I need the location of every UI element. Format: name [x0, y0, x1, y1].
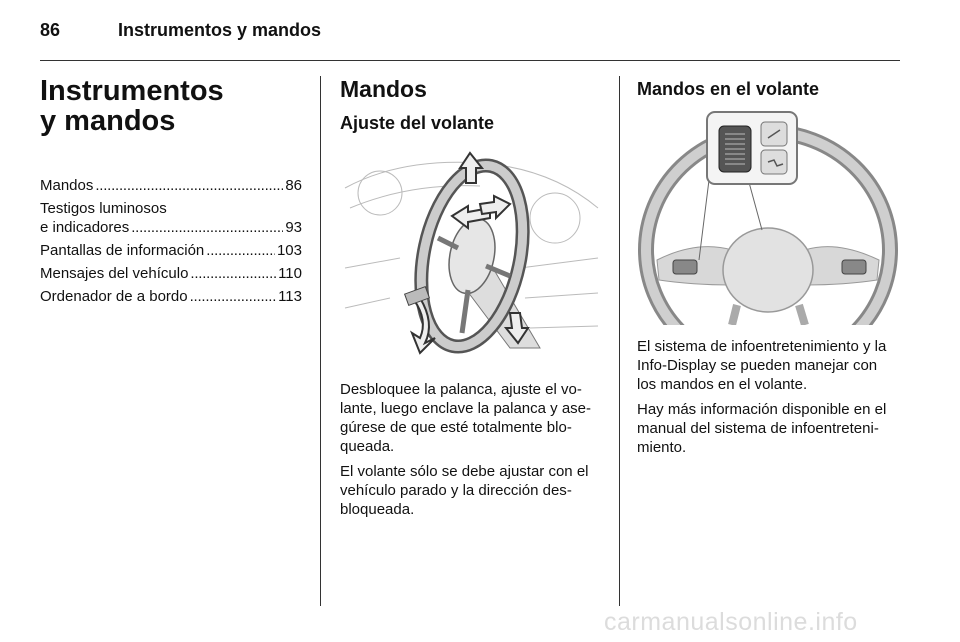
toc-entry[interactable]: Pantallas de información . . . 103 [40, 241, 302, 260]
body-paragraph: Hay más información disponible en el manual del sistema de infoentretenimiento. [637, 401, 887, 456]
section-title: Mandos [340, 76, 427, 102]
watermark: carmanualsonline.info [604, 608, 858, 636]
toc-entry[interactable]: Ordenador de a bordo . . . 113 [40, 287, 302, 306]
column-divider [619, 76, 620, 606]
steering-wheel-controls-illustration [637, 110, 900, 325]
steering-wheel-adjust-illustration [340, 148, 602, 362]
section-title: Mandos en el volante [637, 79, 820, 99]
chapter-title: Instrumentos y mandos [40, 75, 224, 137]
body-paragraph: El volante sólo se debe ajustar con el vehículo parado y la dirección desbloqueada. [340, 463, 589, 518]
page-number: 86 [40, 20, 61, 40]
body-paragraph: El sistema de infoentretenimiento y la Info-Display se pueden manejar con los mandos en el volante. [637, 338, 887, 393]
toc-entry[interactable]: Mensajes del vehículo . . . 110 [40, 264, 302, 283]
steering-adjust-column [340, 76, 602, 525]
table-of-contents [40, 176, 302, 306]
toc-entry[interactable]: Mandos . . . 86 [40, 176, 302, 195]
column-divider [320, 76, 321, 606]
steering-controls-column [637, 76, 900, 463]
body-paragraph: Desbloquee la palanca, ajuste el volante, luego enclave la palanca y asegúrese de que esté totalmente bloqueada. [340, 381, 592, 455]
header-rule [40, 60, 900, 61]
chapter-column [40, 76, 302, 310]
toc-entry[interactable]: e indicadores . . . 93 [40, 218, 302, 237]
subsection-title: Ajuste del volante [340, 113, 495, 133]
toc-entry-line: Testigos luminosos [40, 200, 167, 217]
running-header-title: Instrumentos y mandos [118, 20, 322, 40]
